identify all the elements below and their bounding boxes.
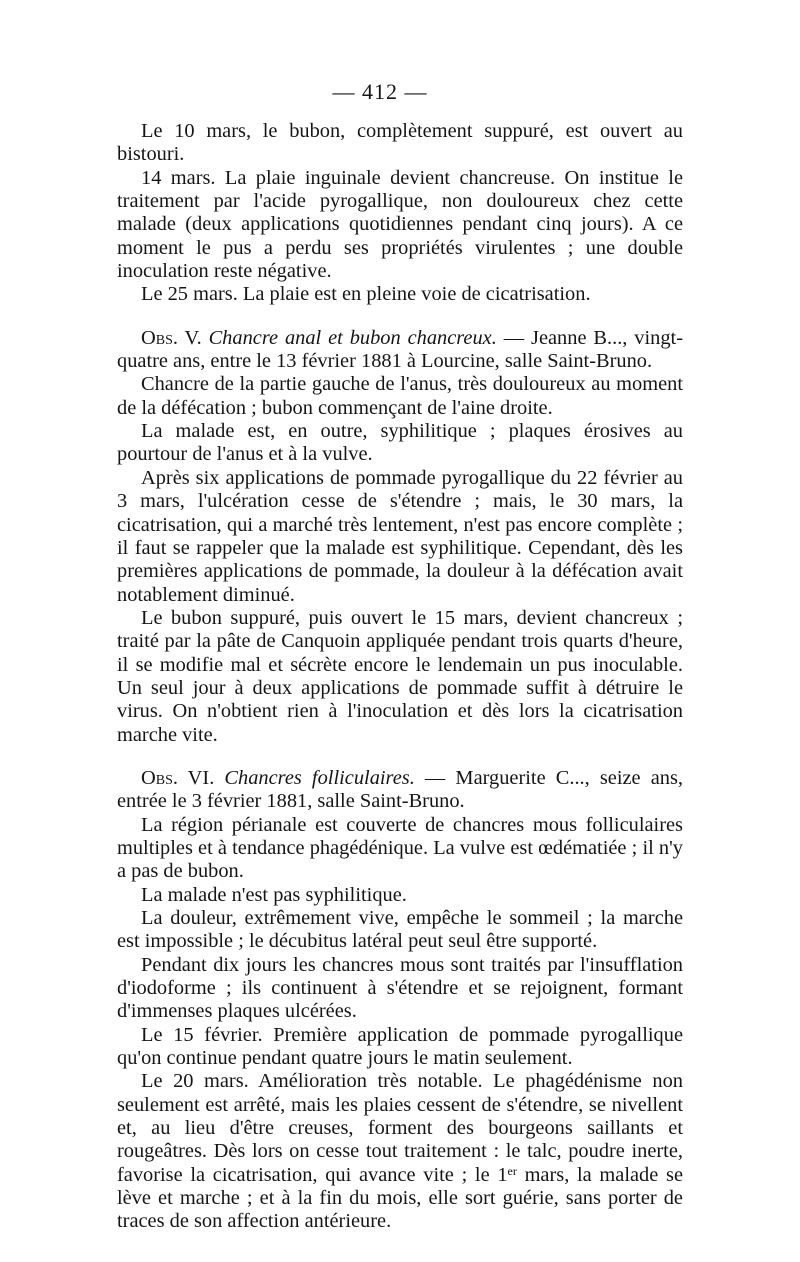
observation-heading-6 [117,767,683,814]
paragraph: Le 15 février. Première application de pommade pyrogallique qu'on continue pendant quatre jours le matin seulement. [117,1023,683,1070]
observation-label: Obs. VI. [141,766,215,789]
superscript: er [507,1163,517,1178]
paragraph: La malade n'est pas syphilitique. [141,883,407,906]
observation-intro: — Marguerite C..., seize ans, entrée le 3 février 1881, salle Saint-Bruno. [117,766,683,813]
observation-label: Obs. V. [141,326,202,349]
paragraph: Le bubon suppuré, puis ouvert le 15 mars, devient chancreux ; traité par la pâte de Canquoin appliquée pendant trois quarts d'heure, il se modifie mal et sécrète encore le lendemain un pus inoculable. Un seul jour à deux applications de pommade suffit à détruire le virus. On n'obtient rien à l'inoculation et dès lors la cicatrisation marche vite. [117,606,683,746]
paragraph: La malade est, en outre, syphilitique ; plaques érosives au pourtour de l'anus et à la vulve. [117,420,683,466]
observation-intro: — Jeanne B..., vingt-quatre ans, entre le 13 février 1881 à Lourcine, salle Saint-Bruno. [117,326,683,373]
paragraph-text: mars, la malade se lève et marche ; et à la fin du mois, elle sort guérie, sans porter de traces de son affection antérieure. [117,1163,683,1233]
page-number: — 412 — [332,79,428,104]
paragraph: Après six applications de pommade pyrogallique du 22 février au 3 mars, l'ulcération cesse de s'étendre ; mais, le 30 mars, la cicatrisation, qui a marché très lentement, n'est pas encore complète ; il faut se rappeler que la malade est syphilitique. Cependant, dès les premières applications de pommade, la douleur à la défécation avait notablement diminué. [117,466,683,606]
paragraph: La région périanale est couverte de chancres mous folliculaires multiples et à tendance phagédénique. La vulve est œdématiée ; il n'y a pas de bubon. [117,813,683,883]
document-page [117,78,683,1234]
observation-heading-5 [117,327,683,374]
paragraph: Pendant dix jours les chancres mous sont traités par l'insufflation d'iodoforme ; ils continuent à s'étendre et se rejoignent, formant d'immenses plaques ulcérées. [117,953,683,1023]
observation-title: Chancres folliculaires. [224,766,415,789]
paragraph: Le 10 mars, le bubon, complètement suppuré, est ouvert au bistouri. [117,120,683,166]
paragraph: Chancre de la partie gauche de l'anus, très douloureux au moment de la défécation ; bubon commençant de l'aine droite. [117,373,683,419]
paragraph-text: Le 20 mars. Amélioration très notable. Le phagédénisme non seulement est arrêté, mais les plaies cessent de s'étendre, se nivellent et, au lieu d'être creuses, forment des bourgeons saillants et rougeâtres. Dès lors on cesse tout traitement : le talc, poudre inerte, favorise la cicatrisation, qui avance vite ; le 1 [117,1070,683,1186]
paragraph: 14 mars. La plaie inguinale devient chancreuse. On institue le traitement par l'acide pyrogallique, non douloureux chez cette malade (deux applications quotidiennes pendant cinq jours). A ce moment le pus a perdu ses propriétés virulentes ; une double inoculation reste négative. [117,166,683,283]
paragraph [117,1070,683,1233]
paragraph: Le 25 mars. La plaie est en pleine voie de cicatrisation. [141,283,591,306]
observation-title: Chancre anal et bubon chancreux. [208,326,497,349]
paragraph: La douleur, extrêmement vive, empêche le sommeil ; la marche est impossible ; le décubitus latéral peut seul être supporté. [117,907,683,953]
